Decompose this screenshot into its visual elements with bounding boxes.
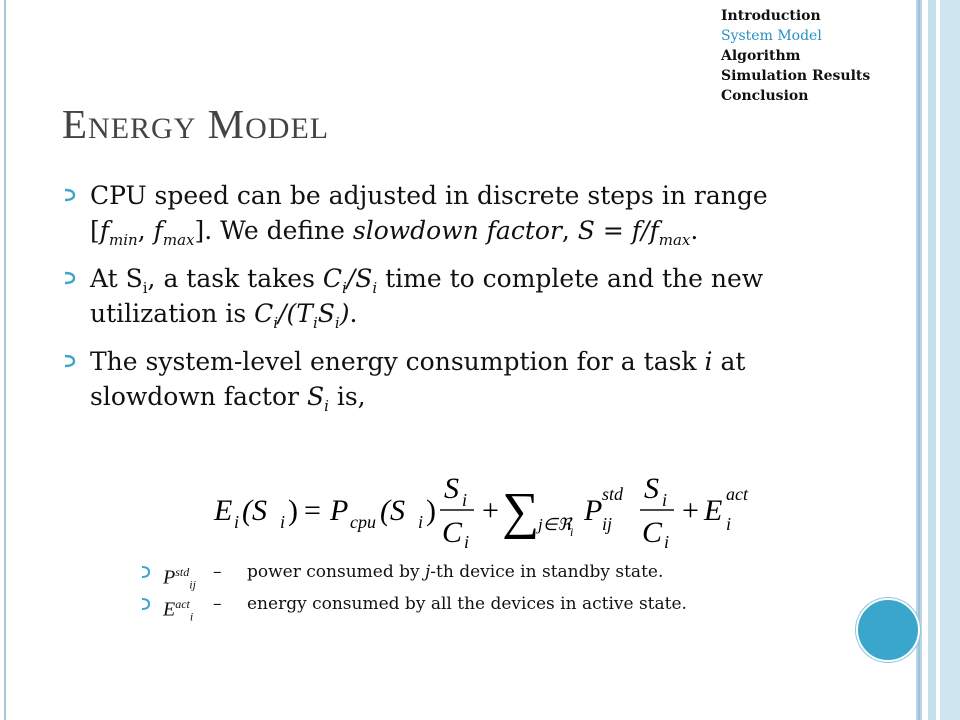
- bullet-text: time to complete and the new utilization is: [90, 264, 764, 328]
- bullet-marker-icon: [62, 271, 76, 285]
- var-s: S: [306, 382, 325, 411]
- symbol-sub: ij: [189, 577, 196, 592]
- formula-sub-i: i: [570, 525, 574, 539]
- bullet-list: [62, 178, 822, 427]
- bullet-text: At S: [90, 264, 143, 293]
- formula-e: E: [214, 494, 233, 527]
- bullet-text: ]. We define: [194, 216, 353, 245]
- title-rest-2: ODEL: [245, 112, 330, 145]
- bullet-energy-consumption: [62, 344, 822, 414]
- formula-frac-num: S: [444, 472, 459, 505]
- definition-list: [139, 556, 819, 624]
- var-i: i: [704, 347, 713, 376]
- bullet-text: .: [349, 299, 358, 328]
- bullet-text: ,: [561, 216, 578, 245]
- term-slowdown-factor: slowdown factor: [352, 216, 562, 245]
- bullet-marker-icon: [139, 566, 151, 578]
- definition-text-pre: power consumed by: [247, 562, 425, 582]
- sub-i: i: [324, 397, 329, 415]
- formula-sub-i: i: [418, 512, 424, 532]
- sub-min: min: [109, 231, 138, 249]
- bullet-task-time: [62, 261, 822, 331]
- var-s: S: [577, 216, 595, 245]
- left-frame-line: [4, 0, 6, 720]
- definition-dash: –: [213, 562, 222, 582]
- bullet-text: CPU speed can be adjusted in discrete steps in range [: [90, 181, 768, 245]
- bullet-text: at slowdown factor: [90, 347, 746, 411]
- formula-sub-i: i: [464, 532, 470, 550]
- bullet-marker-icon: [62, 188, 76, 202]
- symbol-base: P: [163, 566, 176, 589]
- formula-sup-act: act: [726, 484, 748, 504]
- var-s: /S: [346, 264, 373, 293]
- formula-sub-i: i: [280, 512, 286, 532]
- sub-i: i: [273, 314, 279, 332]
- var-c: C: [254, 299, 274, 328]
- nav-item-system-model[interactable]: System Model: [721, 28, 822, 44]
- var-ratio: f/f: [631, 216, 659, 245]
- formula-sub-cpu: cpu: [350, 512, 376, 532]
- energy-formula: [212, 470, 772, 550]
- formula-e: E: [704, 494, 723, 527]
- formula-p: P: [584, 494, 603, 527]
- bullet-text: =: [594, 216, 632, 245]
- var-t: /(T: [278, 299, 313, 328]
- definition-text-post: -th device in standby state.: [430, 562, 664, 582]
- formula-frac-den: C: [442, 516, 463, 549]
- definition-text: energy consumed by all the devices in active state.: [247, 594, 687, 614]
- title-rest-1: NERGY: [88, 112, 197, 145]
- formula-frac-num: S: [644, 472, 659, 505]
- paren: ): [339, 299, 350, 328]
- var-f: f: [153, 216, 163, 245]
- sub-i: i: [312, 314, 318, 332]
- definition-e-act: [139, 588, 819, 624]
- formula-plus: +: [482, 494, 499, 527]
- formula-sum: ∑: [502, 483, 540, 540]
- symbol-sup: std: [175, 565, 190, 579]
- sub-i: i: [341, 279, 347, 297]
- var-f: f: [99, 216, 110, 245]
- nav-item-algorithm[interactable]: Algorithm: [721, 48, 801, 64]
- symbol-sup: act: [175, 597, 190, 611]
- sub-i: i: [334, 314, 340, 332]
- formula-frac-den: C: [642, 516, 663, 549]
- formula-sum-index: j∈ℜ: [538, 515, 572, 534]
- definition-p-std: [139, 556, 819, 592]
- bullet-text: The system-level energy consumption for a task: [90, 347, 705, 376]
- var-s: S: [317, 299, 335, 328]
- right-frame-line: [918, 0, 920, 720]
- nav-item-simulation-results[interactable]: Simulation Results: [721, 68, 871, 84]
- formula-sub-i: i: [664, 532, 670, 550]
- formula-sub-i: i: [662, 490, 668, 510]
- nav-item-introduction[interactable]: Introduction: [721, 8, 821, 24]
- decorative-circle: [856, 598, 920, 662]
- formula-sub-i: i: [462, 490, 468, 510]
- bullet-cpu-speed: [62, 178, 822, 248]
- sub-max: max: [658, 231, 691, 249]
- sub-i: i: [142, 279, 148, 297]
- sub-max: max: [162, 231, 195, 249]
- bullet-text: , a task takes: [147, 264, 323, 293]
- formula-paren: ): [426, 494, 436, 527]
- right-decorative-band: [916, 0, 960, 720]
- bullet-text: is,: [328, 382, 366, 411]
- comma: ,: [137, 216, 146, 245]
- definition-text: [247, 556, 663, 588]
- title-cap-m: M: [207, 101, 246, 147]
- formula-p: P: [330, 494, 349, 527]
- formula-arg: (S: [242, 494, 267, 527]
- bullet-marker-icon: [62, 354, 76, 368]
- section-navigation: [721, 6, 870, 106]
- bullet-marker-icon: [139, 598, 151, 610]
- formula-sub-ij: ij: [602, 514, 613, 534]
- nav-item-conclusion[interactable]: Conclusion: [721, 88, 809, 104]
- formula-sub-i: i: [234, 512, 240, 532]
- bullet-text: .: [690, 216, 699, 245]
- formula-sup-std: std: [602, 484, 624, 504]
- symbol-base: E: [163, 598, 176, 621]
- formula-arg: (S: [380, 494, 405, 527]
- symbol-e-act: [163, 588, 193, 633]
- formula-paren: ): [288, 494, 298, 527]
- formula-plus: +: [682, 494, 699, 527]
- formula-sub-i: i: [726, 514, 732, 534]
- symbol-sub: i: [189, 609, 194, 624]
- sub-i: i: [372, 279, 378, 297]
- formula-equals: =: [304, 494, 321, 527]
- definition-dash: –: [213, 594, 222, 614]
- var-c: C: [322, 264, 342, 293]
- slide-title: [62, 100, 329, 148]
- var-j: j: [425, 562, 431, 582]
- title-cap-e: E: [62, 101, 89, 147]
